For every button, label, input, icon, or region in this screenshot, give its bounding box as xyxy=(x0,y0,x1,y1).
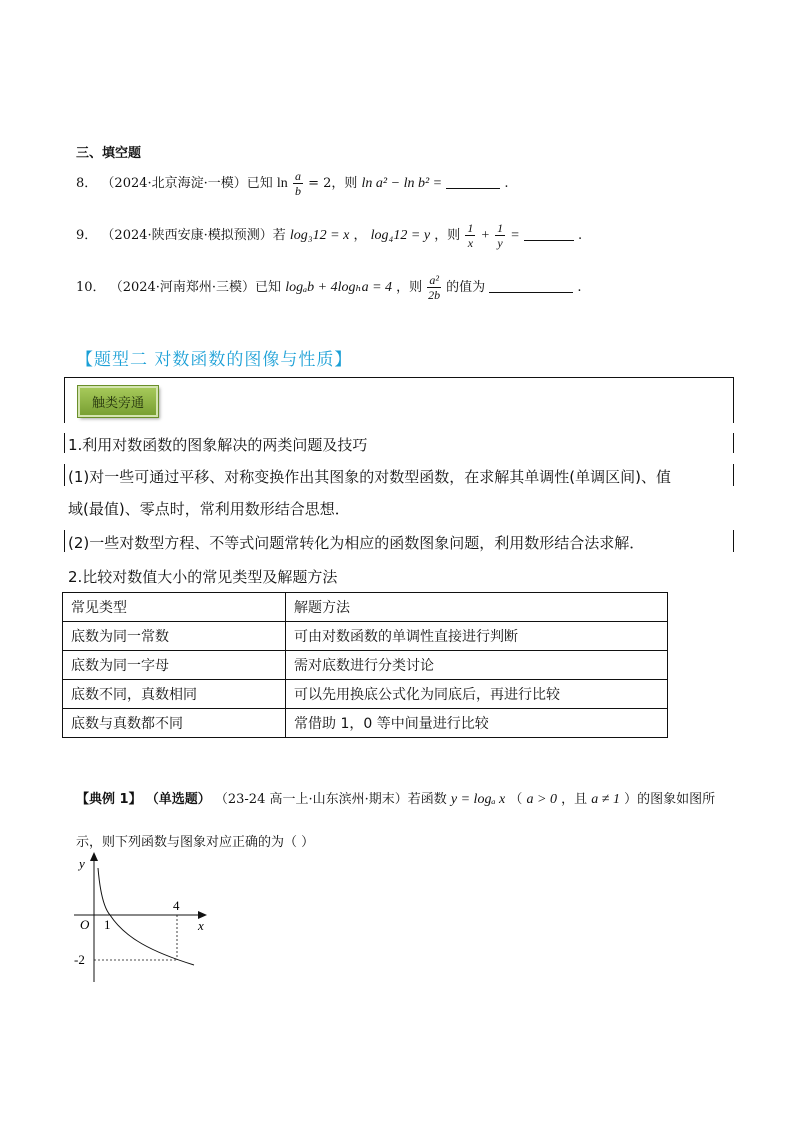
table-header-cell: 解题方法 xyxy=(286,593,668,622)
example-kind: （单选题） xyxy=(145,792,211,807)
section-title: 三、填空题 xyxy=(76,146,142,161)
equals-text: = 2，则 xyxy=(308,176,358,191)
tips-box-left-border xyxy=(64,377,65,423)
x-axis-label: x xyxy=(198,918,204,933)
table-cell: 底数为同一常数 xyxy=(63,622,286,651)
table-row xyxy=(63,709,668,738)
log-function-graph xyxy=(70,850,220,990)
table-row xyxy=(63,680,668,709)
condition-2: a ≠ 1 xyxy=(591,792,620,807)
tick-label-1: 1 xyxy=(104,917,111,932)
log-curve xyxy=(98,868,194,965)
tips-line-3: (2)一些对数型方程、不等式问题常转化为相应的函数图象问题，利用数形结合法求解． xyxy=(68,534,645,552)
question-number: 10． xyxy=(76,280,106,295)
answer-blank[interactable] xyxy=(446,188,500,189)
table-cell: 需对底数进行分类讨论 xyxy=(286,651,668,680)
fraction-1-over-y: $\frac{1}{y}$ xyxy=(497,221,504,250)
condition-open: （ xyxy=(509,792,523,807)
question-number: 9． xyxy=(76,228,98,243)
question-10 xyxy=(76,274,582,301)
function-expression: y = logₐ x xyxy=(450,792,506,807)
example-1-line-1 xyxy=(76,788,715,808)
tips-left-bar xyxy=(64,530,65,552)
period: . xyxy=(504,176,509,191)
tips-right-bar xyxy=(733,433,734,453)
tips-line-4: 2.比较对数值大小的常见类型及解题方法 xyxy=(68,568,338,586)
expression: ln a² − ln b² = xyxy=(361,176,443,191)
origin-label: O xyxy=(80,917,90,932)
then-text: ，则 xyxy=(396,280,423,295)
then-text: ，则 xyxy=(434,228,461,243)
table-cell: 常借助 1，0 等中间量进行比较 xyxy=(286,709,668,738)
question-source: （2024·陕西安康·模拟预测）若 xyxy=(101,228,286,243)
example-source: （23-24 高一上·山东滨州·期末）若函数 xyxy=(214,792,447,807)
table-row xyxy=(63,622,668,651)
period: . xyxy=(577,228,583,243)
comparison-table xyxy=(62,592,668,738)
question-source: （2024·河南郑州·三模）已知 xyxy=(109,280,282,295)
tips-box-right-border xyxy=(733,377,734,423)
y-axis-label: y xyxy=(79,856,85,871)
example-tag: 【典例 1】 xyxy=(76,792,142,807)
tips-right-bar xyxy=(733,464,734,486)
condition-1: a > 0 xyxy=(526,792,557,807)
tips-box-top-border xyxy=(64,377,734,378)
fraction-a-over-b: $\frac{a}{b}$ xyxy=(294,169,301,198)
table-cell: 底数为同一字母 xyxy=(63,651,286,680)
plus-sign: + xyxy=(480,228,490,243)
question-8 xyxy=(76,170,509,197)
condition-mid: ，且 xyxy=(561,792,588,807)
tick-label-neg2: -2 xyxy=(74,952,85,967)
table-cell: 底数不同，真数相同 xyxy=(63,680,286,709)
table-cell: 可由对数函数的单调性直接进行判断 xyxy=(286,622,668,651)
fraction-a2-over-2b: $\frac{\text{a²}}{2b}$ xyxy=(428,273,441,302)
table-header-row xyxy=(63,593,668,622)
expression: logₐb + 4logₕa = 4 xyxy=(285,280,393,295)
table-header-cell: 常见类型 xyxy=(63,593,286,622)
y-axis-arrow xyxy=(90,852,98,861)
ln-symbol: ln xyxy=(276,176,288,191)
table-row xyxy=(63,651,668,680)
fraction-1-over-x: $\frac{1}{x}$ xyxy=(467,221,474,250)
table-cell: 可以先用换底公式化为同底后，再进行比较 xyxy=(286,680,668,709)
expression-2: log₄12 = y xyxy=(370,228,431,243)
tips-line-2b: 域(最值)、零点时，常利用数形结合思想． xyxy=(68,500,350,518)
question-9 xyxy=(76,222,582,249)
question-source: （2024·北京海淀·一模）已知 xyxy=(101,176,273,191)
tips-badge: 触类旁通 xyxy=(78,386,158,417)
table-cell: 底数与真数都不同 xyxy=(63,709,286,738)
section-heading-type2: 【题型二 对数函数的图像与性质】 xyxy=(76,350,353,370)
question-number: 8． xyxy=(76,176,98,191)
separator: ， xyxy=(353,228,367,243)
expression-1: log₃12 = x xyxy=(289,228,350,243)
tips-line-1: 1.利用对数函数的图象解决的两类问题及技巧 xyxy=(68,436,368,454)
tips-line-2a: (1)对一些可通过平移、对称变换作出其图象的对数型函数，在求解其单调性(单调区间)、值 xyxy=(68,468,671,486)
tail-text: 的值为 xyxy=(446,280,486,295)
tips-left-bar xyxy=(64,433,65,453)
example-1-line-2: 示，则下列函数与图象对应正确的为（ ） xyxy=(76,835,315,850)
equals-sign: = xyxy=(510,228,520,243)
tips-right-bar xyxy=(733,530,734,552)
tick-label-4: 4 xyxy=(173,898,180,913)
answer-blank[interactable] xyxy=(489,292,573,293)
tips-left-bar xyxy=(64,464,65,486)
period: . xyxy=(577,280,582,295)
answer-blank[interactable] xyxy=(524,240,574,241)
condition-close: ）的图象如图所 xyxy=(624,792,716,807)
